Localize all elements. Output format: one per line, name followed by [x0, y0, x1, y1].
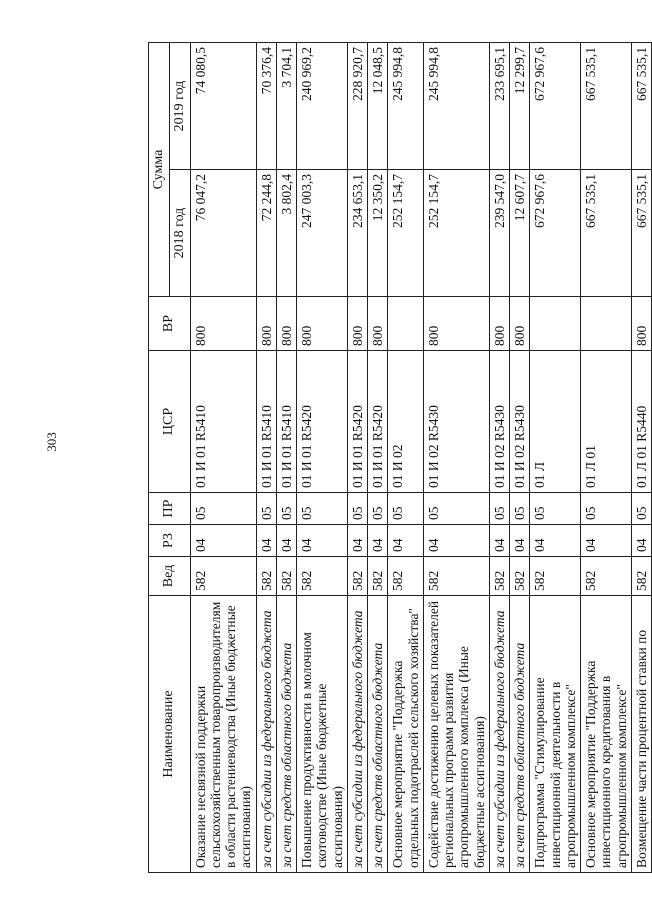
cell-2018: 672 967,6: [530, 170, 581, 297]
cell-rz: 04: [276, 525, 296, 557]
header-vr: ВР: [149, 297, 191, 351]
cell-pr: 05: [276, 493, 296, 525]
cell-vr: 800: [510, 297, 530, 351]
cell-rz: 04: [347, 525, 367, 557]
table-row: [489, 43, 509, 873]
cell-csr: 01 И 01 R5420: [297, 351, 348, 493]
cell-2019: 245 994,8: [388, 43, 424, 170]
cell-rz: 04: [489, 525, 509, 557]
cell-2019: 245 994,8: [423, 43, 489, 170]
cell-pr: 05: [631, 493, 651, 525]
page-number: 303: [44, 432, 59, 452]
cell-name: за счет субсидии из федерального бюджета: [347, 596, 367, 873]
cell-ved: 582: [530, 557, 581, 596]
cell-2019: 667 535,1: [631, 43, 651, 170]
cell-vr: [388, 297, 424, 351]
cell-2018: 72 244,8: [256, 170, 276, 297]
cell-ved: 582: [388, 557, 424, 596]
cell-rz: 04: [297, 525, 348, 557]
cell-2019: 240 969,2: [297, 43, 348, 170]
cell-vr: [581, 297, 632, 351]
cell-2019: 70 376,4: [256, 43, 276, 170]
cell-pr: 05: [368, 493, 388, 525]
cell-name: за счет субсидии из федерального бюджета: [489, 596, 509, 873]
cell-2019: 228 920,7: [347, 43, 367, 170]
header-2018: 2018 год: [169, 170, 190, 297]
table-row: [423, 43, 489, 873]
cell-name: Основное мероприятие "Поддержка инвестиционного кредитования в агропромышленном комплексе": [581, 596, 632, 873]
table-row: [368, 43, 388, 873]
cell-name: Оказание несвязной поддержки сельскохозяйственным товаропроизводителям в области растениеводства (Иные бюджетные ассигнования): [190, 596, 256, 873]
cell-2019: 12 048,5: [368, 43, 388, 170]
table-body: [190, 43, 652, 873]
cell-csr: 01 Л: [530, 351, 581, 493]
budget-table: [148, 42, 652, 873]
cell-pr: 05: [423, 493, 489, 525]
cell-name: за счет средств областного бюджета: [368, 596, 388, 873]
cell-pr: 05: [190, 493, 256, 525]
cell-ved: 582: [190, 557, 256, 596]
cell-2018: 76 047,2: [190, 170, 256, 297]
cell-ved: 582: [297, 557, 348, 596]
table-row: [297, 43, 348, 873]
cell-pr: 05: [581, 493, 632, 525]
cell-name: за счет средств областного бюджета: [510, 596, 530, 873]
cell-2018: 247 003,3: [297, 170, 348, 297]
cell-csr: 01 И 01 R5410: [190, 351, 256, 493]
cell-rz: 04: [581, 525, 632, 557]
cell-vr: 800: [190, 297, 256, 351]
cell-ved: 582: [423, 557, 489, 596]
table-row: [581, 43, 632, 873]
cell-rz: 04: [256, 525, 276, 557]
cell-ved: 582: [510, 557, 530, 596]
cell-2018: 239 547,0: [489, 170, 509, 297]
table-row: [276, 43, 296, 873]
cell-2019: 672 967,6: [530, 43, 581, 170]
cell-pr: 05: [297, 493, 348, 525]
cell-name: Подпрограмма "Стимулирование инвестиционной деятельности в агропромышленном комплексе": [530, 596, 581, 873]
cell-csr: 01 И 02 R5430: [510, 351, 530, 493]
cell-2019: 667 535,1: [581, 43, 632, 170]
cell-2019: 3 704,1: [276, 43, 296, 170]
cell-vr: [530, 297, 581, 351]
cell-csr: 01 Л 01 R5440: [631, 351, 651, 493]
cell-csr: 01 И 01 R5420: [368, 351, 388, 493]
cell-vr: 800: [276, 297, 296, 351]
cell-rz: 04: [510, 525, 530, 557]
cell-name: за счет средств областного бюджета: [276, 596, 296, 873]
header-ved: Вед: [149, 557, 191, 596]
cell-rz: 04: [423, 525, 489, 557]
cell-name: Содействие достижению целевых показателей региональных программ развития агропромышленного комплекса (Иные бюджетные ассигнования): [423, 596, 489, 873]
cell-pr: 05: [530, 493, 581, 525]
table-row: [256, 43, 276, 873]
table-row: [530, 43, 581, 873]
cell-vr: 800: [297, 297, 348, 351]
cell-csr: 01 И 01 R5420: [347, 351, 367, 493]
cell-2019: 74 080,5: [190, 43, 256, 170]
cell-2018: 667 535,1: [631, 170, 651, 297]
cell-name: Возмещение части процентной ставки по: [631, 596, 651, 873]
cell-rz: 04: [631, 525, 651, 557]
cell-ved: 582: [631, 557, 651, 596]
cell-pr: 05: [347, 493, 367, 525]
cell-vr: 800: [423, 297, 489, 351]
cell-csr: 01 И 01 R5410: [256, 351, 276, 493]
cell-pr: 05: [388, 493, 424, 525]
cell-vr: 800: [368, 297, 388, 351]
cell-csr: 01 И 02 R5430: [423, 351, 489, 493]
cell-csr: 01 И 02: [388, 351, 424, 493]
rotated-page-content: [148, 43, 649, 873]
cell-pr: 05: [256, 493, 276, 525]
header-name: Наименование: [149, 596, 191, 873]
cell-name: за счет субсидии из федерального бюджета: [256, 596, 276, 873]
table-row: [347, 43, 367, 873]
cell-ved: 582: [256, 557, 276, 596]
cell-vr: 800: [631, 297, 651, 351]
cell-vr: 800: [347, 297, 367, 351]
cell-2018: 12 350,2: [368, 170, 388, 297]
header-csr: ЦСР: [149, 351, 191, 493]
cell-name: Повышение продуктивности в молочном скотоводстве (Иные бюджетные ассигнования): [297, 596, 348, 873]
cell-ved: 582: [368, 557, 388, 596]
table-row: [510, 43, 530, 873]
header-pr: ПР: [149, 493, 191, 525]
cell-pr: 05: [510, 493, 530, 525]
cell-2018: 252 154,7: [423, 170, 489, 297]
cell-2018: 3 802,4: [276, 170, 296, 297]
cell-2019: 233 695,1: [489, 43, 509, 170]
table-row: [631, 43, 651, 873]
cell-vr: 800: [256, 297, 276, 351]
cell-ved: 582: [276, 557, 296, 596]
cell-rz: 04: [190, 525, 256, 557]
table-row: [190, 43, 256, 873]
cell-name: Основное мероприятие "Поддержка отдельных подотраслей сельского хозяйства": [388, 596, 424, 873]
cell-2018: 234 653,1: [347, 170, 367, 297]
header-rz: РЗ: [149, 525, 191, 557]
table-row: [388, 43, 424, 873]
cell-pr: 05: [489, 493, 509, 525]
cell-csr: 01 Л 01: [581, 351, 632, 493]
header-2019: 2019 год: [169, 43, 190, 170]
cell-ved: 582: [581, 557, 632, 596]
cell-rz: 04: [388, 525, 424, 557]
table-header-row: [149, 43, 170, 873]
cell-ved: 582: [489, 557, 509, 596]
cell-vr: 800: [489, 297, 509, 351]
cell-2019: 12 299,7: [510, 43, 530, 170]
cell-csr: 01 И 02 R5430: [489, 351, 509, 493]
cell-2018: 252 154,7: [388, 170, 424, 297]
cell-ved: 582: [347, 557, 367, 596]
cell-rz: 04: [530, 525, 581, 557]
cell-rz: 04: [368, 525, 388, 557]
cell-csr: 01 И 01 R5410: [276, 351, 296, 493]
cell-2018: 667 535,1: [581, 170, 632, 297]
header-sum: Сумма: [149, 43, 170, 297]
cell-2018: 12 607,7: [510, 170, 530, 297]
